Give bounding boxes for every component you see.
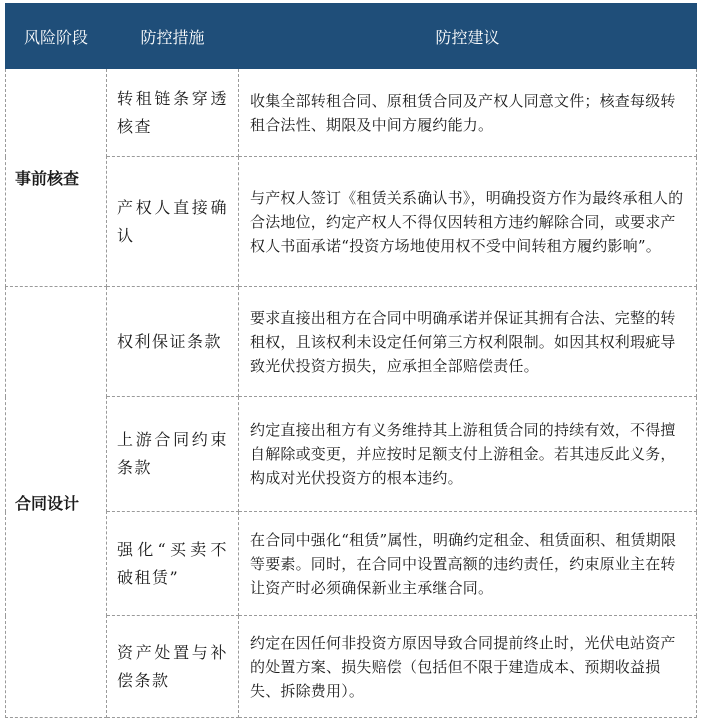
stage-cell-contract-design: 合同设计 bbox=[6, 287, 107, 718]
header-advice: 防控建议 bbox=[239, 4, 697, 69]
table-row bbox=[6, 512, 697, 616]
advice-cell: 约定在因任何非投资方原因导致合同提前终止时，光伏电站资产的处置方案、损失赔偿（包括但不限于建造成本、预期收益损失、拆除费用）。 bbox=[239, 616, 697, 718]
advice-cell: 收集全部转租合同、原租赁合同及产权人同意文件；核查每级转租合法性、期限及中间方履约能力。 bbox=[239, 69, 697, 157]
table-row bbox=[6, 157, 697, 287]
table-header-row bbox=[6, 4, 697, 69]
measure-cell: 上游合同约束条款 bbox=[107, 397, 239, 512]
advice-cell: 在合同中强化“租赁”属性，明确约定租金、租赁面积、租赁期限等要素。同时，在合同中设置高额的违约责任，约束原业主在转让资产时必须确保新业主承继合同。 bbox=[239, 512, 697, 616]
table-row bbox=[6, 616, 697, 718]
measure-cell: 强化“买卖不破租赁” bbox=[107, 512, 239, 616]
measure-cell: 转租链条穿透核查 bbox=[107, 69, 239, 157]
table-row bbox=[6, 397, 697, 512]
measure-cell: 权利保证条款 bbox=[107, 287, 239, 397]
stage-cell-pre-check: 事前核查 bbox=[6, 69, 107, 287]
advice-cell: 约定直接出租方有义务维持其上游租赁合同的持续有效，不得擅自解除或变更，并应按时足额支付上游租金。若其违反此义务，构成对光伏投资方的根本违约。 bbox=[239, 397, 697, 512]
measure-cell: 产权人直接确认 bbox=[107, 157, 239, 287]
risk-control-table bbox=[5, 3, 697, 718]
header-measure: 防控措施 bbox=[107, 4, 239, 69]
advice-cell: 与产权人签订《租赁关系确认书》，明确投资方作为最终承租人的合法地位，约定产权人不得仅因转租方违约解除合同，或要求产权人书面承诺“投资方场地使用权不受中间转租方履约影响”。 bbox=[239, 157, 697, 287]
header-stage: 风险阶段 bbox=[6, 4, 107, 69]
table-row bbox=[6, 69, 697, 157]
table-row bbox=[6, 287, 697, 397]
measure-cell: 资产处置与补偿条款 bbox=[107, 616, 239, 718]
advice-cell: 要求直接出租方在合同中明确承诺并保证其拥有合法、完整的转租权，且该权利未设定任何第三方权利限制。如因其权利瑕疵导致光伏投资方损失，应承担全部赔偿责任。 bbox=[239, 287, 697, 397]
